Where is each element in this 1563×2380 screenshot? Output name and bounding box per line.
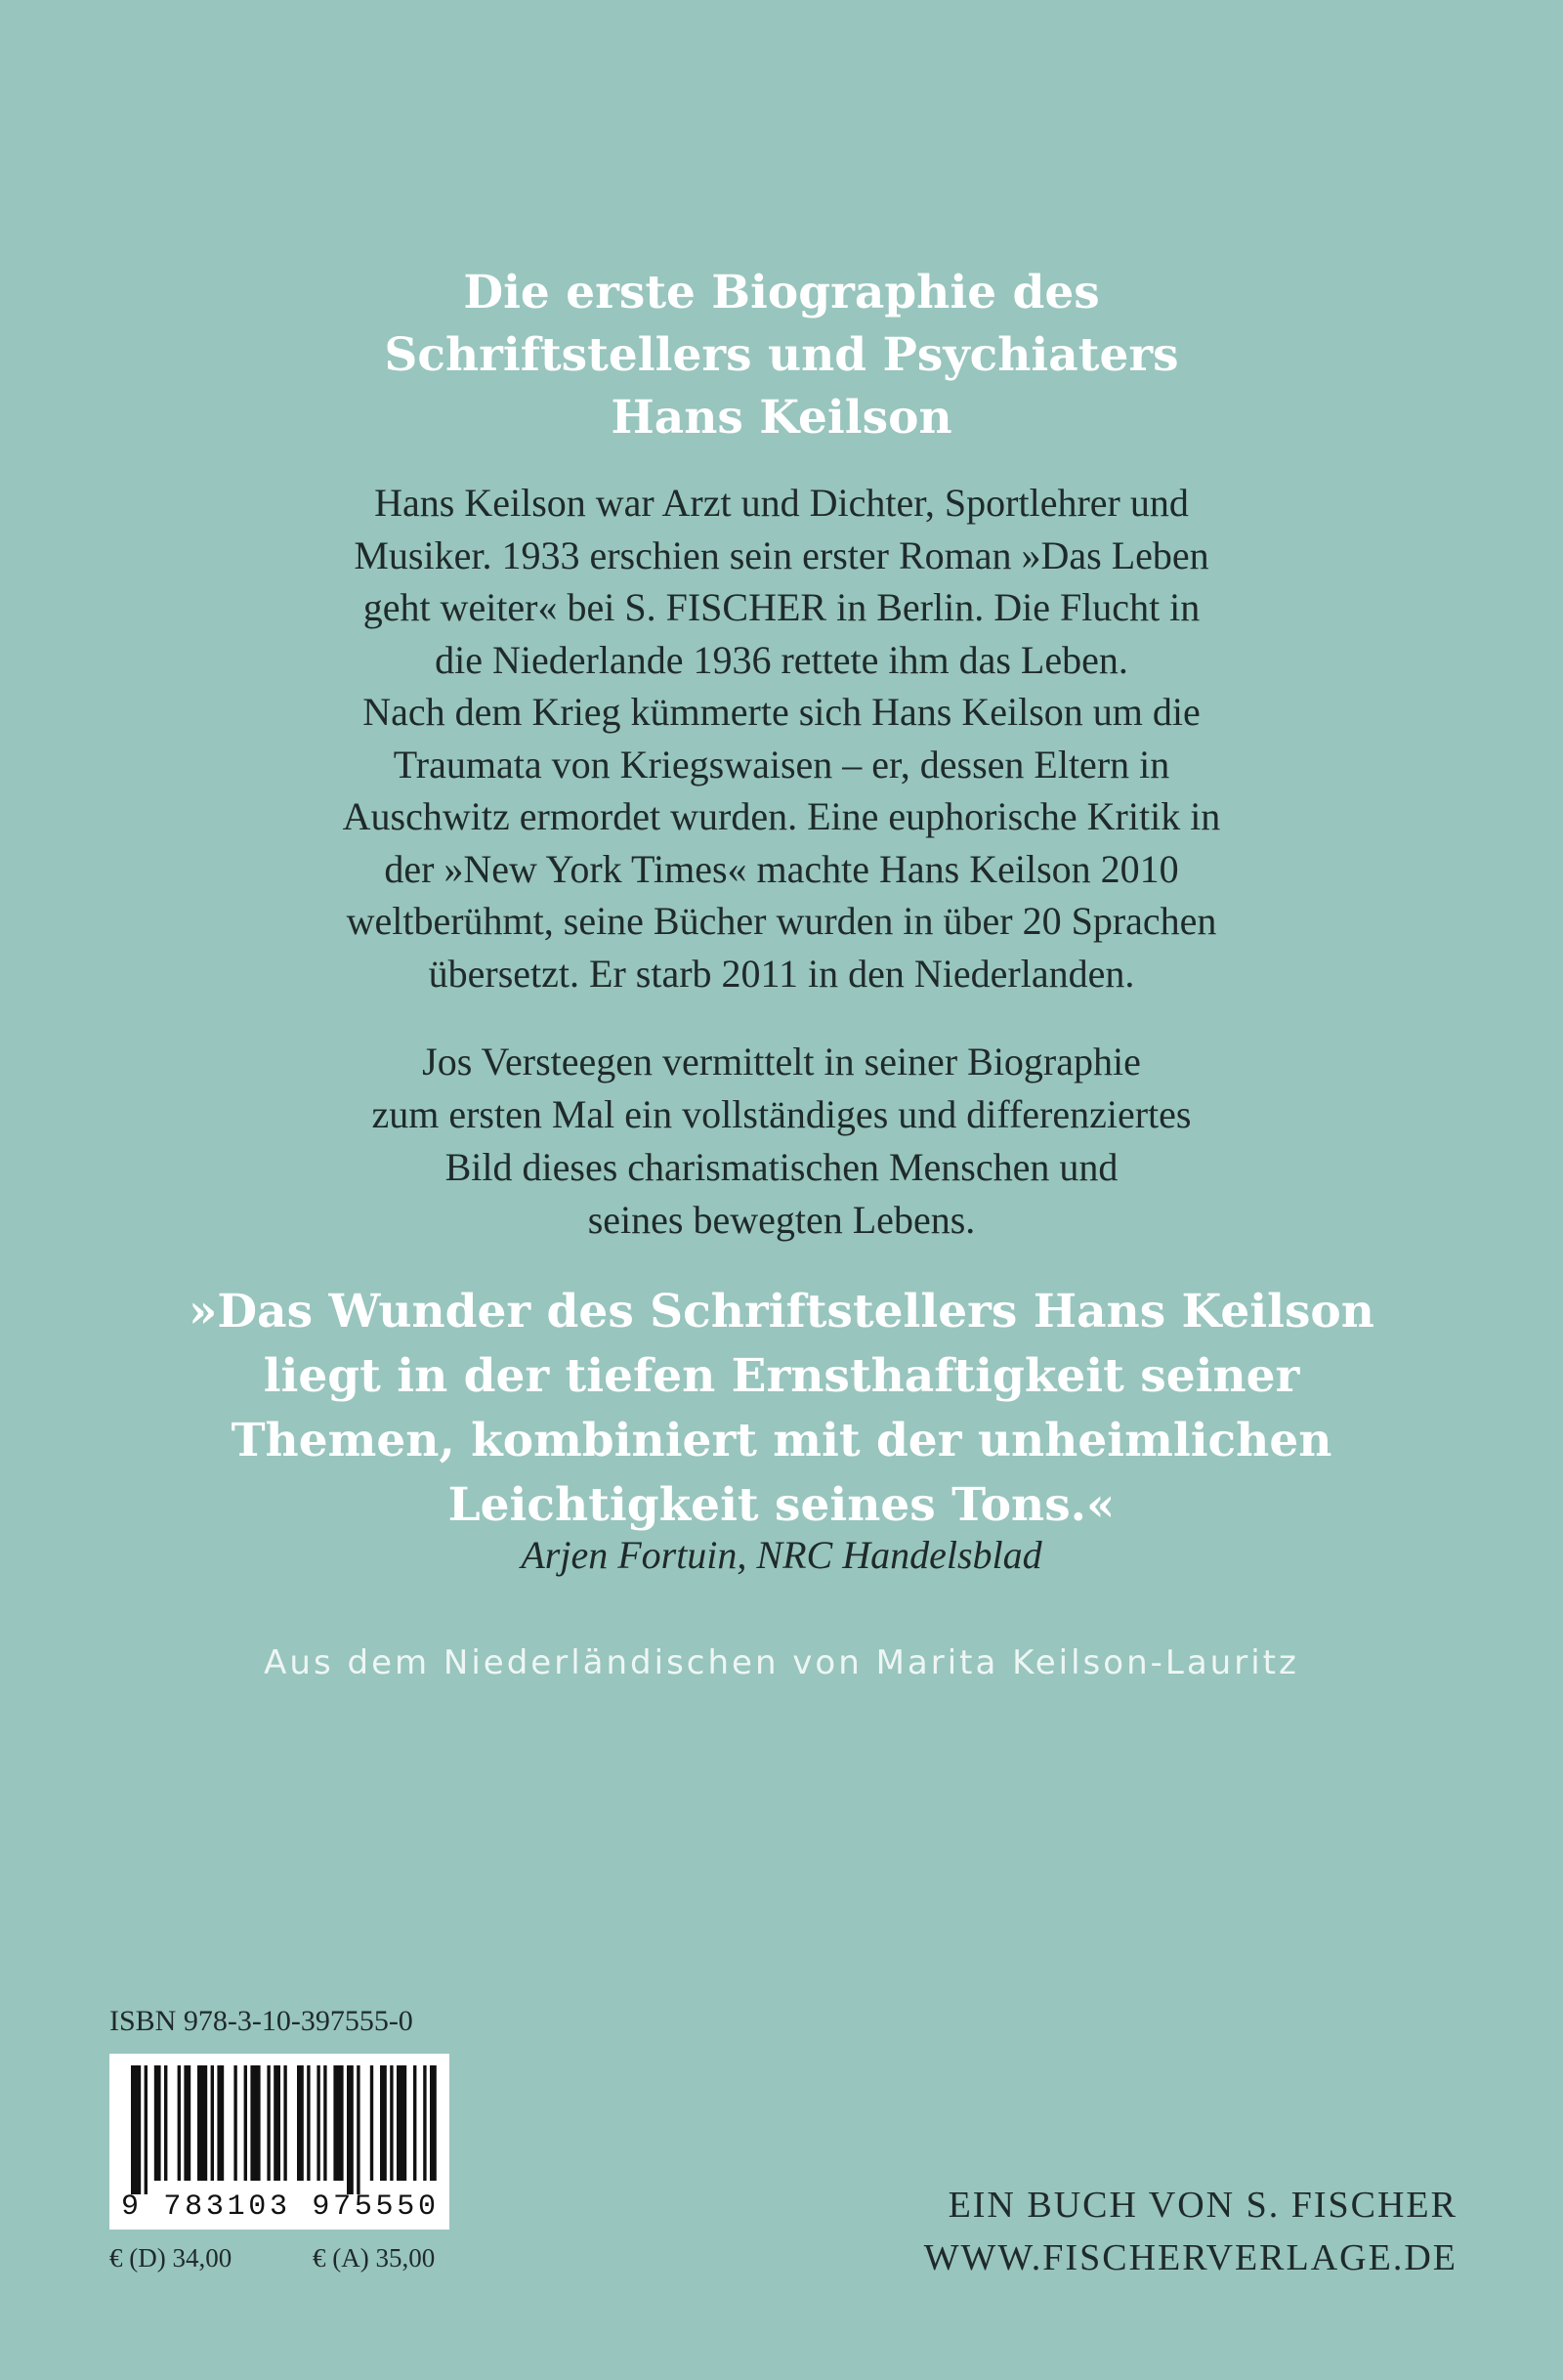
barcode-bar <box>145 2065 148 2194</box>
barcode-bar <box>390 2065 393 2181</box>
description-line: Nach dem Krieg kümmerte sich Hans Keilson um die <box>362 690 1201 734</box>
barcode-bar <box>274 2065 280 2181</box>
quote-source: Arjen Fortuin, NRC Handelsblad <box>521 1533 1042 1577</box>
barcode-bar <box>323 2065 326 2181</box>
barcode-bar <box>423 2065 426 2181</box>
barcode-bar <box>347 2065 354 2194</box>
description-line: Musiker. 1933 erschien sein erster Roman »Das Leben <box>354 532 1209 577</box>
quote-line: Leichtigkeit seines Tons.« <box>447 1478 1116 1532</box>
barcode-bar <box>430 2065 437 2181</box>
publisher-line: EIN BUCH VON S. FISCHER <box>948 2185 1457 2226</box>
description-line: Hans Keilson war Arzt und Dichter, Sportlehrer und <box>374 481 1189 525</box>
barcode-bar <box>283 2065 286 2181</box>
barcode-icon <box>109 2054 449 2230</box>
barcode-bar <box>307 2065 310 2181</box>
review-quote <box>0 1280 1563 1538</box>
isbn-label: ISBN 978-3-10-397555-0 <box>109 2005 413 2037</box>
barcode-bar <box>357 2065 359 2194</box>
barcode-bar <box>211 2065 214 2181</box>
description-paragraph <box>0 477 1563 999</box>
price-germany: € (D) 34,00 <box>109 2243 232 2273</box>
barcode-bar <box>184 2065 190 2181</box>
heading-line: Die erste Biographie des <box>463 266 1100 319</box>
barcode-bar <box>131 2065 141 2194</box>
summary-line: zum ersten Mal ein vollständiges und differenziertes <box>371 1092 1192 1136</box>
barcode-bar <box>380 2065 387 2181</box>
barcode-bar <box>397 2065 406 2181</box>
description-line: die Niederlande 1936 rettete ihm das Leben. <box>435 637 1128 682</box>
barcode-bar <box>297 2065 304 2181</box>
summary-line: seines bewegten Lebens. <box>587 1198 976 1242</box>
quote-line: »Das Wunder des Schriftstellers Hans Keilson <box>189 1285 1374 1339</box>
barcode-bar <box>250 2065 260 2181</box>
quote-line: Themen, kombiniert mit der unheimlichen <box>231 1414 1332 1467</box>
barcode-bar <box>178 2065 181 2181</box>
cover-heading <box>0 262 1563 449</box>
barcode-bar <box>154 2065 161 2181</box>
barcode-bar <box>217 2065 224 2181</box>
barcode <box>109 2054 449 2230</box>
barcode-bar <box>164 2065 167 2181</box>
barcode-bar <box>370 2065 373 2181</box>
description-line: Traumata von Kriegswaisen – er, dessen Eltern in <box>393 742 1170 786</box>
summary-line: Jos Versteegen vermittelt in seiner Biographie <box>422 1040 1141 1084</box>
description-line: Auschwitz ermordet wurden. Eine euphorische Kritik in <box>342 794 1221 838</box>
barcode-bar <box>244 2065 247 2181</box>
heading-line: Schriftstellers und Psychiaters <box>384 328 1179 382</box>
barcode-bar <box>233 2065 236 2181</box>
description-line: weltberühmt, seine Bücher wurden in über 20 Sprachen <box>346 899 1217 943</box>
summary-paragraph <box>0 1036 1563 1247</box>
description-line: übersetzt. Er starb 2011 in den Niederlanden. <box>428 951 1135 996</box>
barcode-digits: 9 783103 975550 <box>121 2190 436 2224</box>
description-line: der »New York Times« machte Hans Keilson 2010 <box>384 846 1179 891</box>
heading-line: Hans Keilson <box>611 391 952 445</box>
barcode-bar <box>317 2065 319 2181</box>
barcode-bar <box>333 2065 343 2181</box>
summary-line: Bild dieses charismatischen Menschen und <box>444 1145 1119 1189</box>
barcode-bar <box>197 2065 207 2181</box>
barcode-bar <box>267 2065 270 2181</box>
quote-line: liegt in der tiefen Ernsthaftigkeit seiner <box>263 1349 1300 1403</box>
publisher-website: WWW.FISCHERVERLAGE.DE <box>923 2237 1457 2278</box>
price-austria: € (A) 35,00 <box>313 2243 436 2273</box>
publisher-info <box>924 2179 1457 2284</box>
translator-credit: Aus dem Niederländischen von Marita Keilson-Lauritz <box>264 1643 1299 1682</box>
barcode-bar <box>413 2065 416 2181</box>
description-line: geht weiter« bei S. FISCHER in Berlin. Die Flucht in <box>362 585 1201 629</box>
